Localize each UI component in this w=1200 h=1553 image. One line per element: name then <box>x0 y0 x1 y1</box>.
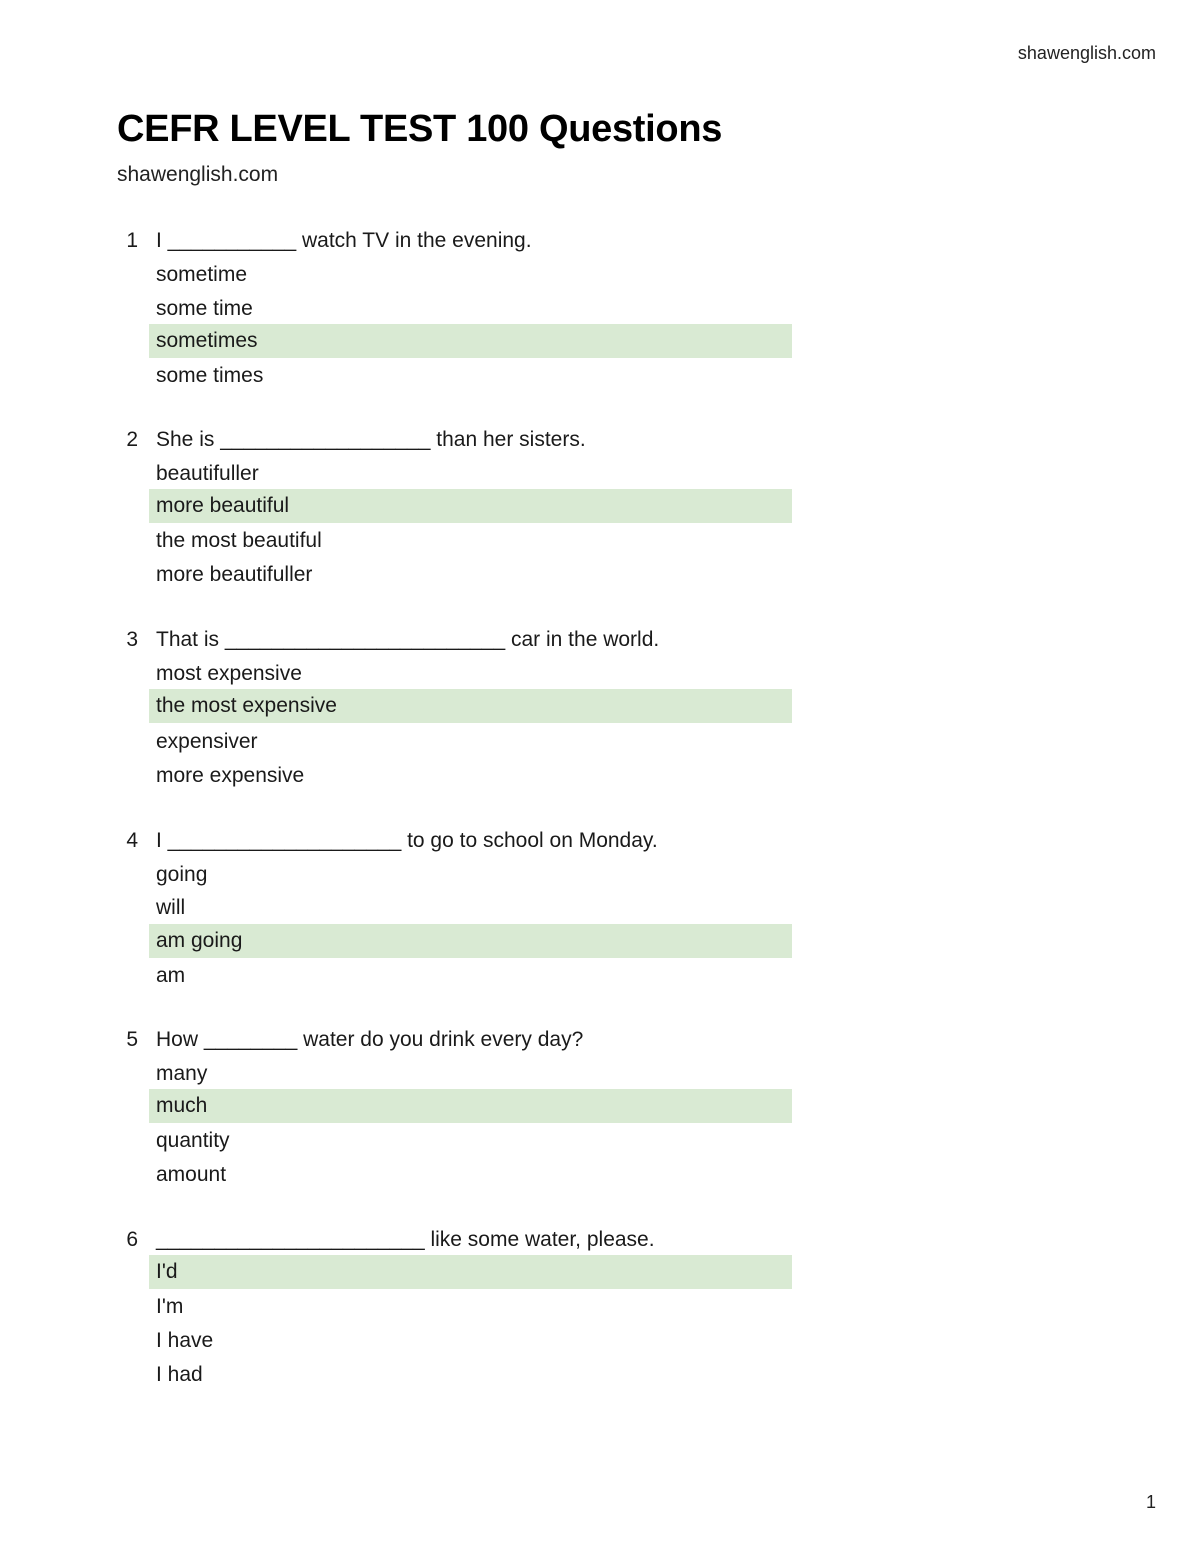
answer-option[interactable]: I'm <box>156 1295 184 1318</box>
answer-option[interactable]: sometime <box>156 263 248 286</box>
site-header: shawenglish.com <box>1017 43 1156 63</box>
question-number: 3 <box>126 628 138 651</box>
question-number: 5 <box>126 1028 138 1051</box>
answer-option[interactable]: will <box>156 896 186 919</box>
answer-option[interactable]: beautifuller <box>156 462 259 485</box>
answer-option[interactable]: the most beautiful <box>156 529 322 552</box>
question-text: How ________ water do you drink every day? <box>156 1028 584 1051</box>
answer-option-correct[interactable]: more beautiful <box>149 489 792 523</box>
answer-option[interactable]: I have <box>156 1329 214 1352</box>
question-text: I ____________________ to go to school on Monday. <box>156 829 658 852</box>
question-text: She is __________________ than her sisters. <box>156 428 586 451</box>
question-text: I ___________ watch TV in the evening. <box>156 229 532 252</box>
answer-option[interactable]: most expensive <box>156 662 302 685</box>
question-number: 6 <box>126 1228 138 1251</box>
answer-option-correct[interactable]: the most expensive <box>149 689 792 723</box>
answer-option[interactable]: some time <box>156 297 253 320</box>
question-text: _______________________ like some water, please. <box>156 1228 655 1251</box>
answer-option[interactable]: expensiver <box>156 730 258 753</box>
answer-option-correct[interactable]: am going <box>149 924 792 958</box>
document-subtitle: shawenglish.com <box>117 163 279 186</box>
answer-option-correct[interactable]: I'd <box>149 1255 792 1289</box>
answer-option[interactable]: some times <box>156 364 264 387</box>
answer-option[interactable]: many <box>156 1062 208 1085</box>
answer-option[interactable]: going <box>156 863 208 886</box>
page-number: 1 <box>1145 1492 1156 1512</box>
answer-option-correct[interactable]: sometimes <box>149 324 792 358</box>
answer-option-correct[interactable]: much <box>149 1089 792 1123</box>
answer-option[interactable]: amount <box>156 1163 227 1186</box>
answer-option[interactable]: I had <box>156 1363 203 1386</box>
question-number: 1 <box>126 229 138 252</box>
question-number: 4 <box>126 829 138 852</box>
question-text: That is ________________________ car in the world. <box>156 628 660 651</box>
answer-option[interactable]: more beautifuller <box>156 563 313 586</box>
document-title: CEFR LEVEL TEST 100 Questions <box>117 108 723 150</box>
answer-option[interactable]: quantity <box>156 1129 230 1152</box>
question-number: 2 <box>126 428 138 451</box>
answer-option[interactable]: more expensive <box>156 764 305 787</box>
answer-option[interactable]: am <box>156 964 186 987</box>
